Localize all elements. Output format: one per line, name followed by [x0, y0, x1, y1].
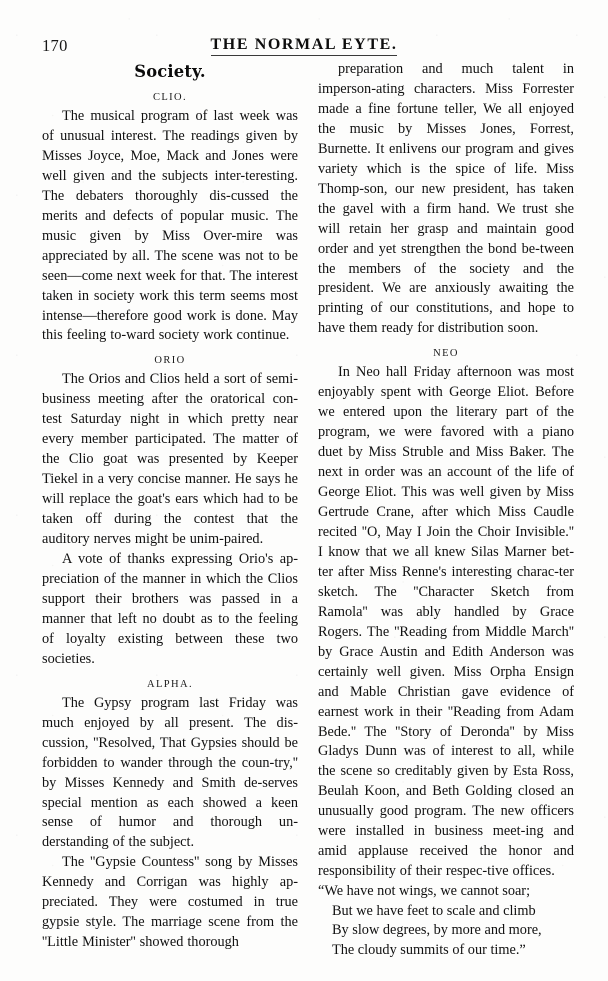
- closing-verse: [318, 882, 574, 960]
- paragraph: The musical program of last week was of unusual interest. The readings given by Misses Joyce, Moe, Mack and Jones were well given and the subjects inter-teresting. The debaters thoroughly dis-cussed the merits and defects of popular music. The music given by Miss Over-mire was appreciated by all. The scene was not to be seen—come next week for that. The interest taken in society work this term seems most intense—therefore good work is done. May this feeling to-ward society work continue.: [42, 108, 298, 344]
- verse-line: The cloudy summits of our time.”: [332, 941, 526, 958]
- subheading-alpha: ALPHA.: [146, 678, 194, 690]
- paragraph: A vote of thanks expressing Orio's ap-preciation of the manner in which the Clios support their brothers was passed in a manner that left no doubt as to the feeling of loyalty existing between these two societies.: [42, 551, 298, 667]
- paragraph: In Neo hall Friday afternoon was most enjoyably spent with George Eliot. Before we entered upon the literary part of the program, we were favored with a piano duet by Miss Struble and Miss Baker. The next in order was an account of the life of George Eliot. This was well given by Miss Gertrude Crane, after which Miss Caudle recited ''O, May I Join the Choir Invisible.'' I know that we all knew Silas Marner bet-ter after Miss Renne's interesting charac-ter sketch. The ''Character Sketch from Ramola'' was ably handled by Grace Rogers. The ''Reading from Middle March'' by Grace Austin and Edith Anderson was certainly well given. Miss Orpha Ensign and Mable Christian gave evidence of earnest work in their ''Reading from Adam Bede.'' The ''Story of Deronda'' by Miss Gladys Dunn was of interest to all, while the scene so creditably given by Esta Ross, Beulah Koon, and Beth Golding closed an unusually good program. The new officers were installed in business meet-ing and amid applause received the honor and responsibility of their respec-tive offices.: [318, 364, 574, 880]
- verse-line: But we have feet to scale and climb: [332, 902, 536, 919]
- left-column: [42, 60, 298, 961]
- running-title-wrap: [0, 36, 608, 56]
- subheading-clio: CLIO.: [152, 92, 188, 103]
- running-head: [0, 36, 608, 62]
- subheading-orio: ORIO: [154, 355, 186, 367]
- two-column-body: [42, 60, 574, 961]
- publication-title: THE NORMAL EYTE.: [211, 36, 398, 56]
- page-number: 170: [42, 36, 68, 55]
- paragraph: preparation and much talent in imperson-ating characters. Miss Forrester made a fine fortune teller, We all enjoyed the music by Misses Jones, Forrest, Burnette. It enlivens our program and gives variety which is the spice of life. Miss Thomp-son, our new president, has taken the gavel with a firm hand. We trust she will retain her grasp and maintain good order and yet strengthen the bond be-tween the members of the society and the president. We are anxiously awaiting the printing of our constitutions, and hope to have them ready for distribution soon.: [318, 61, 574, 337]
- verse-line: “We have not wings, we cannot soar;: [318, 883, 531, 900]
- paragraph: The Orios and Clios held a sort of semi-business meeting after the oratorical con-test Saturday night in which pretty near every member participated. The matter of the Clio goat was presented by Keeper Tiekel in a very concise manner. He says he will replace the goat's ears which had to be taken off during the contest that the auditory nerves might be unim-paired.: [42, 371, 298, 548]
- section-title-society: Society.: [134, 62, 206, 82]
- verse-line: By slow degrees, by more and more,: [332, 922, 542, 939]
- right-column: [318, 60, 574, 961]
- paragraph: The Gypsy program last Friday was much enjoyed by all present. The dis-cussion, ''Resolved, That Gypsies should be forbidden to wander through the coun-try,'' by Misses Kennedy and Smith de-serves special mention as each showed a keen sense of humor and thorough un-derstanding of the subject.: [42, 694, 298, 851]
- paragraph: The ''Gypsie Countess'' song by Misses Kennedy and Corrigan was highly ap-preciated. They were costumed in true gypsie style. The marriage scene from the ''Little Minister'' showed thorough: [42, 854, 298, 951]
- subheading-neo: NEO: [433, 348, 459, 360]
